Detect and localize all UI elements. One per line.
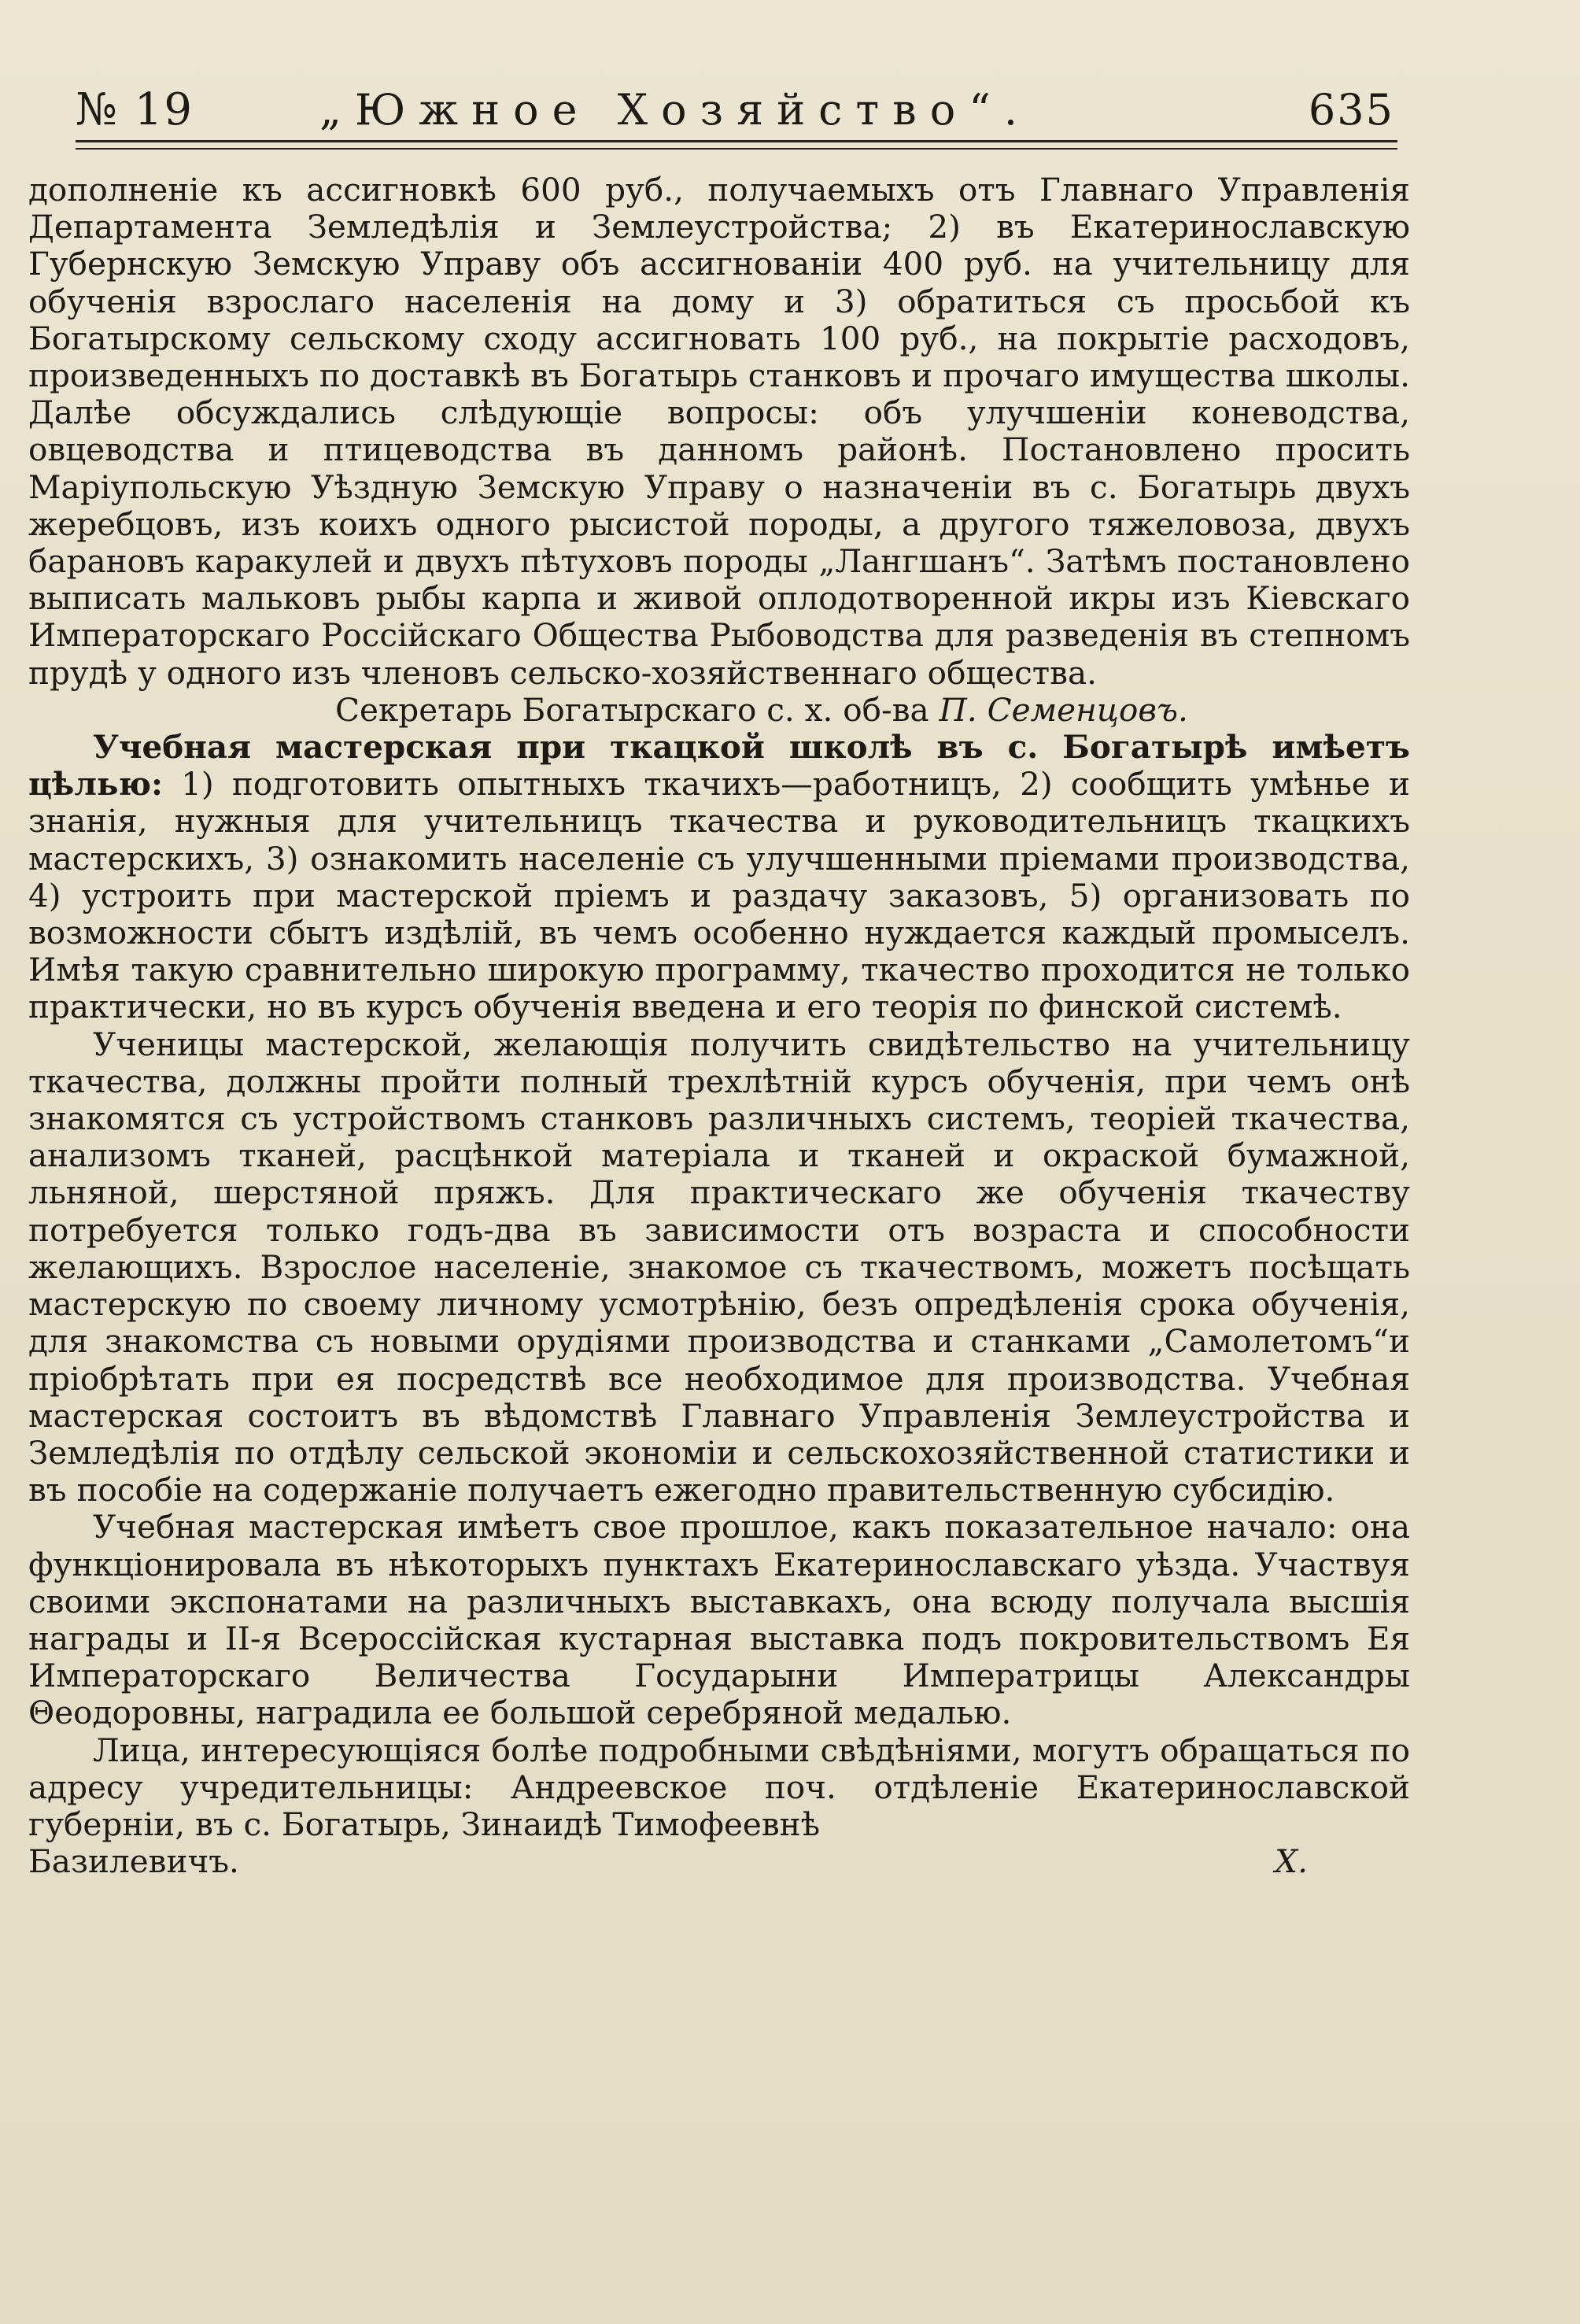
signature-name: П. Семенцовъ. (939, 690, 1188, 729)
paragraph-students: Ученицы мастерской, желающія получить свидѣтельство на учительницу ткачества, должны пройти полный трехлѣтній курсъ обученія, при чемъ онѣ знакомятся съ устройствомъ станковъ различныхъ системъ, теоріей ткачества, анализомъ тканей, расцѣнкой матеріала и тканей и окраской бумажной, льняной, шерстяной пряжъ. Для практическаго же обученія ткачеству потребуется только годъ-два въ зависимости отъ возраста и способности желающихъ. Взрослое населеніе, знакомое съ ткачествомъ, можетъ посѣщать мастерскую по своему личному усмотрѣнію, безъ опредѣленія срока обученія, для знакомства съ новыми орудіями производства и станками „Самолетомъ“и пріобрѣтать при ея посредствѣ все необходимое для производства. Учебная мастерская состоитъ въ вѣдомствѣ Главнаго Управленія Землеустройства и Земледѣлія по отдѣлу сельской экономіи и сельскохозяйственной статистики и въ пособіе на содержаніе получаетъ ежегодно правительственную субсидію. (28, 1025, 1410, 1509)
paragraph-continuation: дополненіе къ ассигновкѣ 600 руб., получаемыхъ отъ Главнаго Управленія Департамента Земледѣлія и Землеустройства; 2) въ Екатеринославскую Губернскую Земскую Управу объ ассигнованіи 400 руб. на учительницу для обученія взрослаго населенія на дому и 3) обратиться съ просьбой къ Богатырскому сельскому сходу ассигновать 100 руб., на покрытіе расходовъ, произведенныхъ по доставкѣ въ Богатырь станковъ и прочаго имущества школы. Далѣе обсуждались слѣдующіе вопросы: объ улучшеніи коневодства, овцеводства и птицеводства въ данномъ районѣ. Постановлено просить Маріупольскую Уѣздную Земскую Управу о назначеніи въ с. Богатырь двухъ жеребцовъ, изъ коихъ одного рысистой породы, а другого тяжеловоза, двухъ барановъ каракулей и двухъ пѣтуховъ породы „Лангшанъ“. Затѣмъ постановлено выписать мальковъ рыбы карпа и живой оплодотворенной икры изъ Кіевскаго Императорскаго Россійскаго Общества Рыбоводства для разведенія въ степномъ прудѣ у одного изъ членовъ сельско-хозяйственнаго общества. (28, 171, 1410, 692)
contact-surname: Базилевичъ. (28, 1842, 239, 1881)
issue-number: № 19 (76, 84, 194, 135)
header-rule-top (76, 140, 1397, 142)
secretary-signature (28, 692, 1410, 729)
page-number: 635 (1308, 85, 1394, 135)
header-rule-bottom (76, 148, 1397, 150)
paragraph-workshop-goals (28, 729, 1410, 1026)
article-body (28, 172, 1410, 1880)
paragraph-contacts: Лица, интересующіяся болѣе подробными свѣдѣніями, могутъ обращаться по адресу учредительницы: Андреевское поч. отдѣленіе Екатеринославской губерніи, въ с. Богатырь, Зинаидѣ Тимофеевнѣ (28, 1731, 1410, 1843)
author-initial: X. (1275, 1842, 1308, 1881)
signature-label: Секретарь Богатырскаго с. х. об-ва (335, 690, 929, 729)
closing-line (28, 1843, 1410, 1880)
journal-title: „Южное Хозяйство“. (319, 85, 1031, 135)
workshop-heading: Учебная мастерская при ткацкой школѣ въ с. Богатырѣ имѣетъ цѣлью: (28, 728, 1410, 804)
running-header (76, 79, 1394, 142)
workshop-goals-text: 1) подготовить опытныхъ ткачихъ—работницъ, 2) сообщить умѣнье и знанія, нужныя для учительницъ ткачества и руководительницъ ткацкихъ мастерскихъ, 3) ознакомить населеніе съ улучшенными пріемами производства, 4) устроить при мастерской пріемъ и раздачу заказовъ, 5) организовать по возможности сбытъ издѣлій, въ чемъ особенно нуждается каждый промыселъ. Имѣя такую сравнительно широкую программу, ткачество проходится не только практически, но въ курсъ обученія введена и его теорія по финской системѣ. (28, 765, 1410, 1026)
paragraph-history: Учебная мастерская имѣетъ свое прошлое, какъ показательное начало: она функціонировала въ нѣкоторыхъ пунктахъ Екатеринославскаго уѣзда. Участвуя своими экспонатами на различныхъ выставкахъ, она всюду получала высшія награды и II-я Всероссійская кустарная выставка подъ покровительствомъ Ея Императорскаго Величества Государыни Императрицы Александры Θеодоровны, наградила ее большой серебряной медалью. (28, 1508, 1410, 1732)
